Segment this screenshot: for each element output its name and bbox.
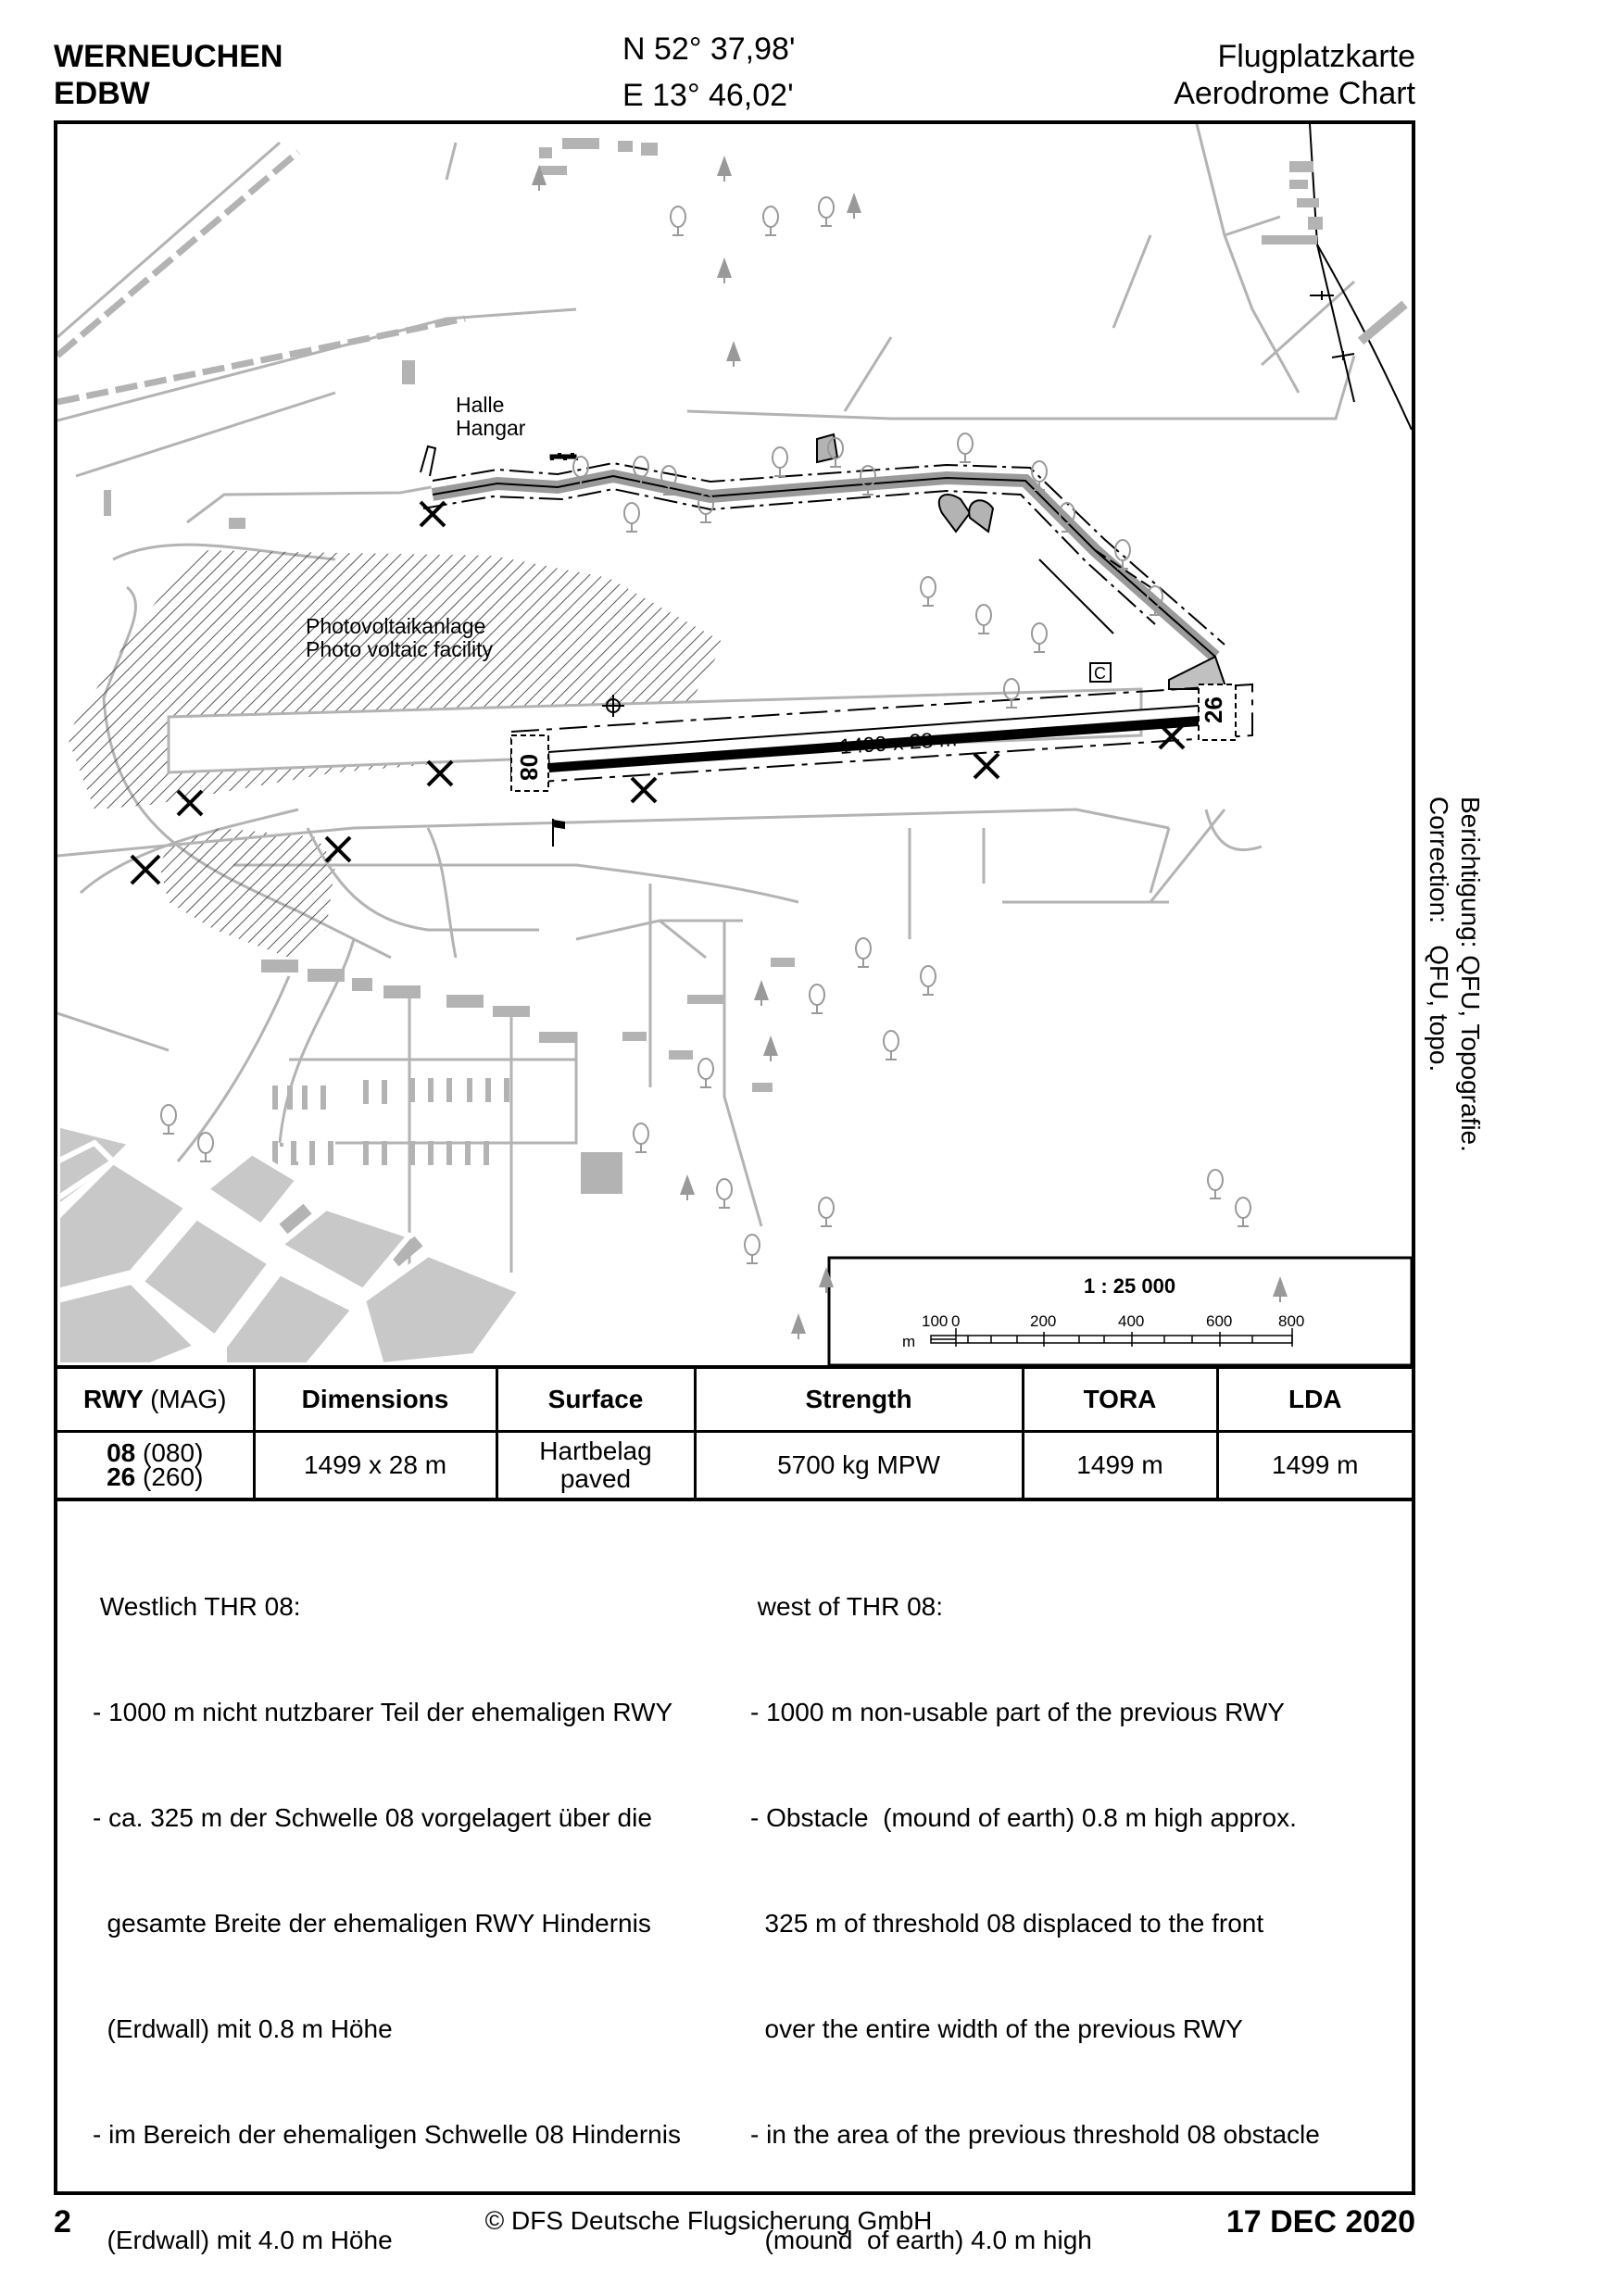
tree-icon [819,1198,834,1226]
hangar-label-en: Hangar [456,416,526,440]
conifer-icon [754,980,769,1006]
tree-icon [1004,679,1019,708]
effective-date: 17 DEC 2020 [1225,2204,1415,2240]
cell-strength: 5700 kg MPW [695,1432,1023,1500]
tree-icon [773,447,787,476]
remark-line: 325 m of threshold 08 displaced to the front [750,1909,1264,1938]
tree-icon [921,966,936,995]
col-tora: TORA [1023,1367,1217,1432]
tree-icon [1115,540,1130,569]
pv-label-de: Photovoltaikanlage [306,614,486,638]
tree-icon [921,577,936,606]
tree-icon [856,938,871,967]
table-header-row [57,1367,1412,1432]
scale-label: 800 [1278,1312,1305,1330]
remark-line: west of THR 08: [750,1592,944,1621]
icao-code: EDBW [54,76,150,111]
tree-icon [1236,1198,1250,1226]
cell-dimensions: 1499 x 28 m [254,1432,496,1500]
page-number: 2 [54,2204,71,2240]
correction-value-en: QFU, topo. [1425,945,1453,1073]
remark-line: - 1000 m nicht nutzbarer Teil der ehemaligen RWY [93,1698,673,1726]
conifer-icon [1273,1276,1288,1302]
remark-line: - im Bereich der ehemaligen Schwelle 08 Hindernis [93,2120,681,2149]
correction-line-en [1423,797,1454,1072]
tree-icon [1060,503,1074,532]
remark-line: - in the area of the previous threshold 08 obstacle [750,2120,1320,2149]
scale-unit: m [902,1333,916,1350]
tree-icon [1032,461,1047,490]
tree-icon [698,494,713,522]
tree-icon [717,1179,732,1208]
scale-label: 0 [951,1312,961,1330]
tree-icon [661,466,676,495]
pv-label-en: Photo voltaic facility [306,637,493,661]
remark-line: (Erdwall) mit 0.8 m Höhe [93,2014,393,2043]
tree-icon [884,1031,898,1060]
tree-icon [810,985,824,1013]
tree-icon [1032,623,1047,652]
surface-de: Hartbelag [539,1437,652,1465]
conifer-icon [763,1035,778,1061]
latitude: N 52° 37,98' [622,31,796,67]
remarks-en [750,1519,1320,2293]
col-dimensions: Dimensions [254,1367,496,1432]
longitude: E 13° 46,02' [622,78,794,113]
remark-line: Westlich THR 08: [93,1592,301,1621]
col-lda: LDA [1217,1367,1412,1432]
tree-icon [763,207,778,235]
remark-line: gesamte Breite der ehemaligen RWY Hindernis [93,1909,651,1938]
conifer-icon [717,156,732,182]
col-surface: Surface [496,1367,695,1432]
runway-table [57,1365,1412,1501]
conifer-icon [791,1313,806,1339]
rwy-08-mag: (080) [143,1438,204,1467]
hangar-label-de: Halle [456,393,505,417]
conifer-icon [726,341,741,367]
tree-icon [634,1123,648,1152]
rwy-26: 26 [107,1462,136,1491]
scale-label: 200 [1030,1312,1057,1330]
conifer-icon [532,165,547,191]
remark-line: over the entire width of the previous RWY [750,2014,1243,2043]
scale-label: 600 [1206,1312,1233,1330]
cell-lda: 1499 m [1217,1432,1412,1500]
conifer-icon [680,1174,695,1200]
correction-label-en: Correction: [1425,797,1453,923]
remark-line: (Erdwall) mit 4.0 m Höhe [93,2226,393,2254]
tree-icon [828,438,843,467]
tree-icon [958,433,973,462]
rwy-designator-08: 08 [515,754,543,781]
tree-icon [745,1235,760,1263]
rwy-header-mag: (MAG) [150,1385,227,1413]
chart-title-en: Aerodrome Chart [1174,76,1415,111]
rwy-designator-26: 26 [1200,696,1227,723]
col-strength: Strength [695,1367,1023,1432]
table-row [57,1432,1412,1500]
remark-line: - 1000 m non-usable part of the previous RWY [750,1698,1285,1726]
correction-value-de: QFU, Topografie. [1456,955,1485,1152]
remark-line: - ca. 325 m der Schwelle 08 vorgelagert über die [93,1803,652,1832]
correction-label-de: Berichtigung: [1456,797,1485,948]
tree-icon [861,466,875,495]
rwy-26-mag: (260) [143,1462,204,1491]
rwy-08: 08 [107,1438,136,1467]
cell-rwy [57,1432,254,1500]
tree-icon [161,1105,176,1134]
scale-ratio: 1 : 25 000 [1084,1274,1176,1298]
tree-symbols [57,124,1412,1365]
remark-line: - Obstacle (mound of earth) 0.8 m high approx. [750,1803,1297,1832]
tree-icon [1208,1170,1223,1198]
tree-icon [698,1059,713,1087]
runway-dims-label: 1499 x 28 m [838,726,958,759]
tree-icon [634,457,648,485]
conifer-icon [847,193,861,219]
tree-icon [1148,586,1162,615]
scale-label: 100 [922,1312,949,1330]
tree-icon [976,605,991,634]
surface-en: paved [559,1464,632,1493]
conifer-icon [717,257,732,283]
rwy-header-bold: RWY [82,1385,144,1413]
tree-icon [819,197,834,226]
cell-tora: 1499 m [1023,1432,1217,1500]
tree-icon [624,503,639,532]
copyright: © DFS Deutsche Flugsicherung GmbH [484,2206,933,2235]
tree-icon [573,457,588,485]
aerodrome-name: WERNEUCHEN [54,39,283,74]
scale-label: 400 [1118,1312,1145,1330]
conifer-icon [819,1267,834,1293]
remarks-de [93,1519,681,2293]
remark-line: (mound of earth) 4.0 m high [750,2226,1092,2254]
tree-icon [198,1133,213,1161]
cell-surface [496,1432,695,1500]
tree-icon [671,207,685,235]
col-rwy [57,1367,254,1432]
correction-note [1417,797,1510,1186]
correction-line-de [1454,797,1486,1152]
chart-title-de: Flugplatzkarte [1217,39,1415,74]
customs-marker-label: C [1094,664,1106,683]
